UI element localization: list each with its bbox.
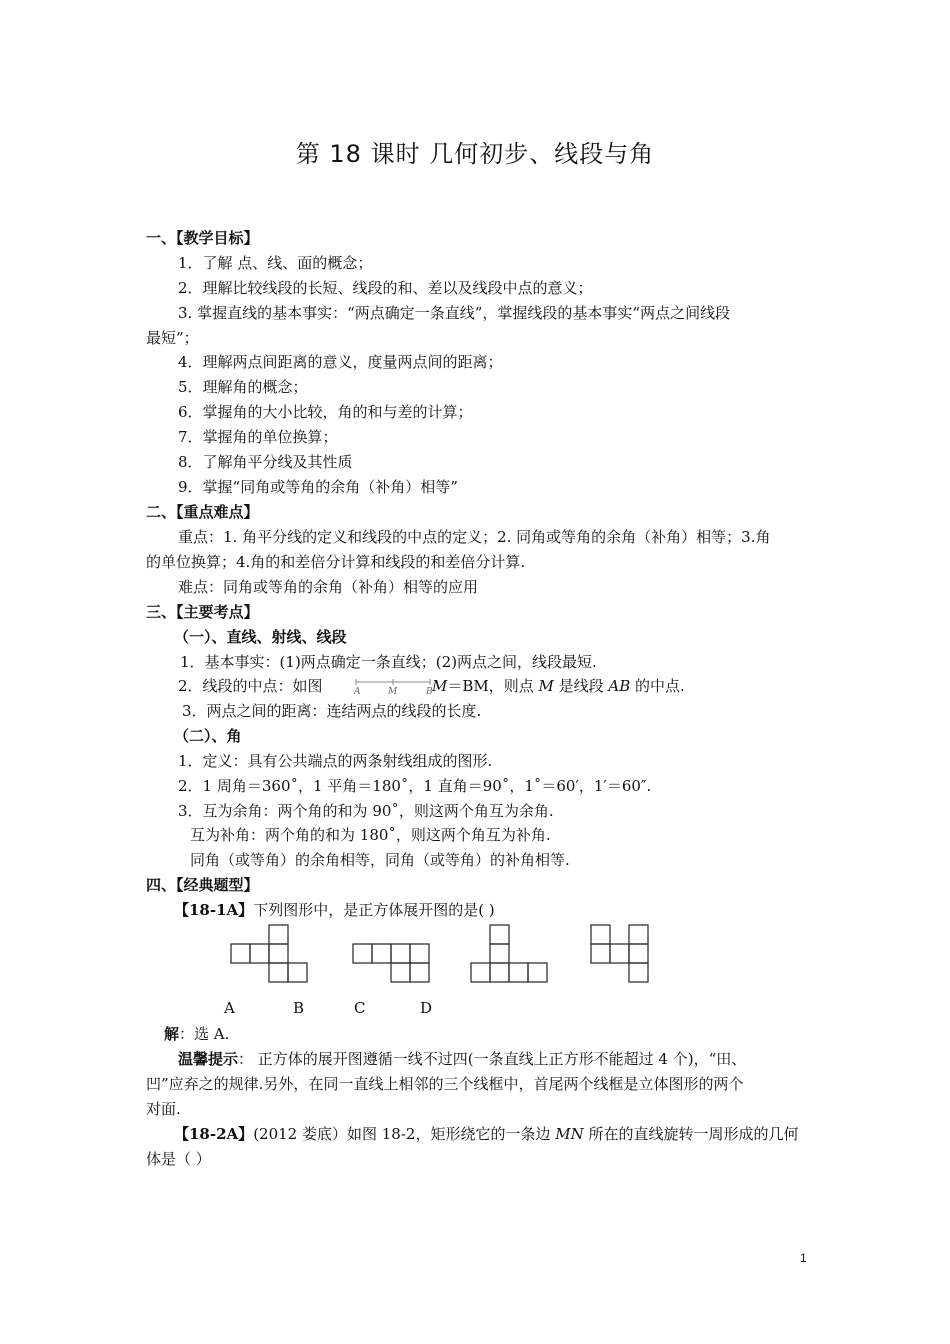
tip-line (178, 1049, 746, 1069)
answer-text: ：选 A. (179, 1025, 230, 1043)
net-square (610, 944, 629, 963)
goal-item: 3. 掌握直线的基本事实：“两点确定一条直线”，掌握线段的基本事实“两点之间线段 (178, 304, 731, 322)
example-2-text-a: (2012 娄底）如图 18-2，矩形绕它的一条边 (253, 1125, 556, 1143)
cube-net-c-figure (470, 924, 552, 984)
section-heading-examples: 四、【经典题型】 (146, 876, 259, 894)
point-m-label: M (388, 687, 398, 697)
difficulty-text: 难点：同角或等角的余角（补角）相等的应用 (178, 578, 479, 596)
cube-net-a-figure (230, 924, 310, 984)
midpoint-text-prefix: 2．线段的中点：如图 (178, 677, 323, 695)
net-square (391, 944, 410, 963)
angle-item: 3．互为余角：两个角的和为 90˚，则这两个角互为余角. (178, 802, 554, 820)
net-square (288, 963, 307, 982)
option-label-b: B (293, 999, 305, 1017)
angle-item: 互为补角：两个角的和为 180˚，则这两个角互为补角. (190, 826, 551, 844)
tip-tag: 温馨提示 (178, 1050, 239, 1068)
angle-item: 同角（或等角）的余角相等，同角（或等角）的补角相等. (190, 851, 570, 869)
goal-item: 7．掌握角的单位换算； (178, 428, 338, 446)
cube-net-b-figure (352, 924, 434, 984)
cube-net-d-figure (590, 924, 652, 984)
example-1-tag: 【18-1A】 (174, 901, 254, 919)
tip-text: ： 正方体的展开图遵循一线不过四(一条直线上正方形不能超过 4 个)，“田、 (238, 1050, 747, 1068)
key-points-text: 重点：1. 角平分线的定义和线段的中点的定义；2. 同角或等角的余角（补角）相等；3.角 (178, 528, 771, 546)
goal-item: 5．理解角的概念； (178, 378, 308, 396)
section-heading-goals: 一、【教学目标】 (146, 229, 259, 247)
goal-item: 6．掌握角的大小比较，角的和与差的计算； (178, 403, 473, 421)
goal-item: 8．了解角平分线及其性质 (178, 453, 353, 471)
example-2-continued: 体是（ ） (146, 1150, 211, 1168)
eq-text: ＝BM，则点 (447, 677, 539, 695)
var-m: M (432, 677, 448, 695)
subsection-lines: （一）、直线、射线、线段 (174, 628, 347, 646)
net-square (410, 944, 429, 963)
net-square (629, 963, 648, 982)
key-points-text-continued: 的单位换算；4.角的和差倍分计算和线段的和差倍分计算. (146, 553, 526, 571)
net-square (471, 963, 490, 982)
example-2 (174, 1124, 798, 1144)
subsection-angles: （二）、角 (174, 727, 242, 745)
net-square (629, 944, 648, 963)
angle-item: 2．1 周角＝360˚，1 平角＝180˚，1 直角＝90˚，1˚＝60′，1′＝60″. (178, 777, 652, 795)
option-label-d: D (420, 999, 433, 1017)
net-square (269, 925, 288, 944)
net-square (391, 963, 410, 982)
net-square (528, 963, 547, 982)
eq-mid: 是线段 (553, 677, 609, 695)
example-1 (174, 900, 495, 920)
point-b-label: B (426, 687, 433, 697)
net-square (509, 963, 528, 982)
net-square (269, 944, 288, 963)
midpoint-equation (432, 676, 685, 696)
net-square (629, 925, 648, 944)
net-square (490, 963, 509, 982)
tip-text-end: 对面. (146, 1100, 181, 1118)
tip-text-continued: 凹”应弃之的规律.另外，在同一直线上相邻的三个线框中，首尾两个线框是立体图形的两个 (146, 1075, 744, 1093)
answer-tag: 解 (164, 1025, 180, 1043)
net-square (591, 944, 610, 963)
net-square (490, 925, 509, 944)
net-square (490, 944, 509, 963)
net-square (591, 925, 610, 944)
net-square (231, 944, 250, 963)
section-heading-topics: 三、【主要考点】 (146, 603, 259, 621)
net-square (353, 944, 372, 963)
net-square (410, 963, 429, 982)
option-label-c: C (354, 999, 366, 1017)
goal-item-continued: 最短”； (146, 329, 199, 347)
section-heading-focus: 二、【重点难点】 (146, 503, 259, 521)
net-square (269, 963, 288, 982)
topic-item-midpoint (178, 676, 323, 696)
net-square (250, 944, 269, 963)
page-title: 第 18 课时 几何初步、线段与角 (295, 140, 655, 168)
example-2-text-b: 所在的直线旋转一周形成的几何 (583, 1125, 799, 1143)
example-2-mn: MN (555, 1125, 584, 1143)
segment-figure (352, 677, 438, 697)
eq-end: 的中点. (630, 677, 685, 695)
goal-item: 9．掌握“同角或等角的余角（补角）相等” (178, 478, 458, 496)
net-square (372, 944, 391, 963)
var-m2: M (538, 677, 554, 695)
answer-line (164, 1024, 229, 1044)
example-2-tag: 【18-2A】 (174, 1125, 254, 1143)
cube-net-d (590, 924, 652, 984)
segment-diagram (352, 677, 438, 697)
goal-item: 4．理解两点间距离的意义，度量两点间的距离； (178, 353, 503, 371)
option-label-a: A (224, 999, 235, 1017)
example-1-text: 下列图形中，是正方体展开图的是( ) (253, 901, 495, 919)
goal-item: 1．了解 点、线、面的概念； (178, 254, 373, 272)
angle-item: 1．定义：具有公共端点的两条射线组成的图形. (178, 752, 493, 770)
var-ab: AB (608, 677, 631, 695)
topic-item: 1．基本事实：(1)两点确定一条直线；(2)两点之间，线段最短. (180, 653, 597, 671)
page-number: 1 (800, 1251, 807, 1265)
cube-net-a (230, 924, 310, 984)
cube-net-c (470, 924, 552, 984)
point-a-label: A (354, 687, 361, 697)
cube-net-b (352, 924, 434, 984)
topic-item: 3．两点之间的距离：连结两点的线段的长度. (182, 702, 482, 720)
goal-item: 2．理解比较线段的长短、线段的和、差以及线段中点的意义； (178, 279, 593, 297)
